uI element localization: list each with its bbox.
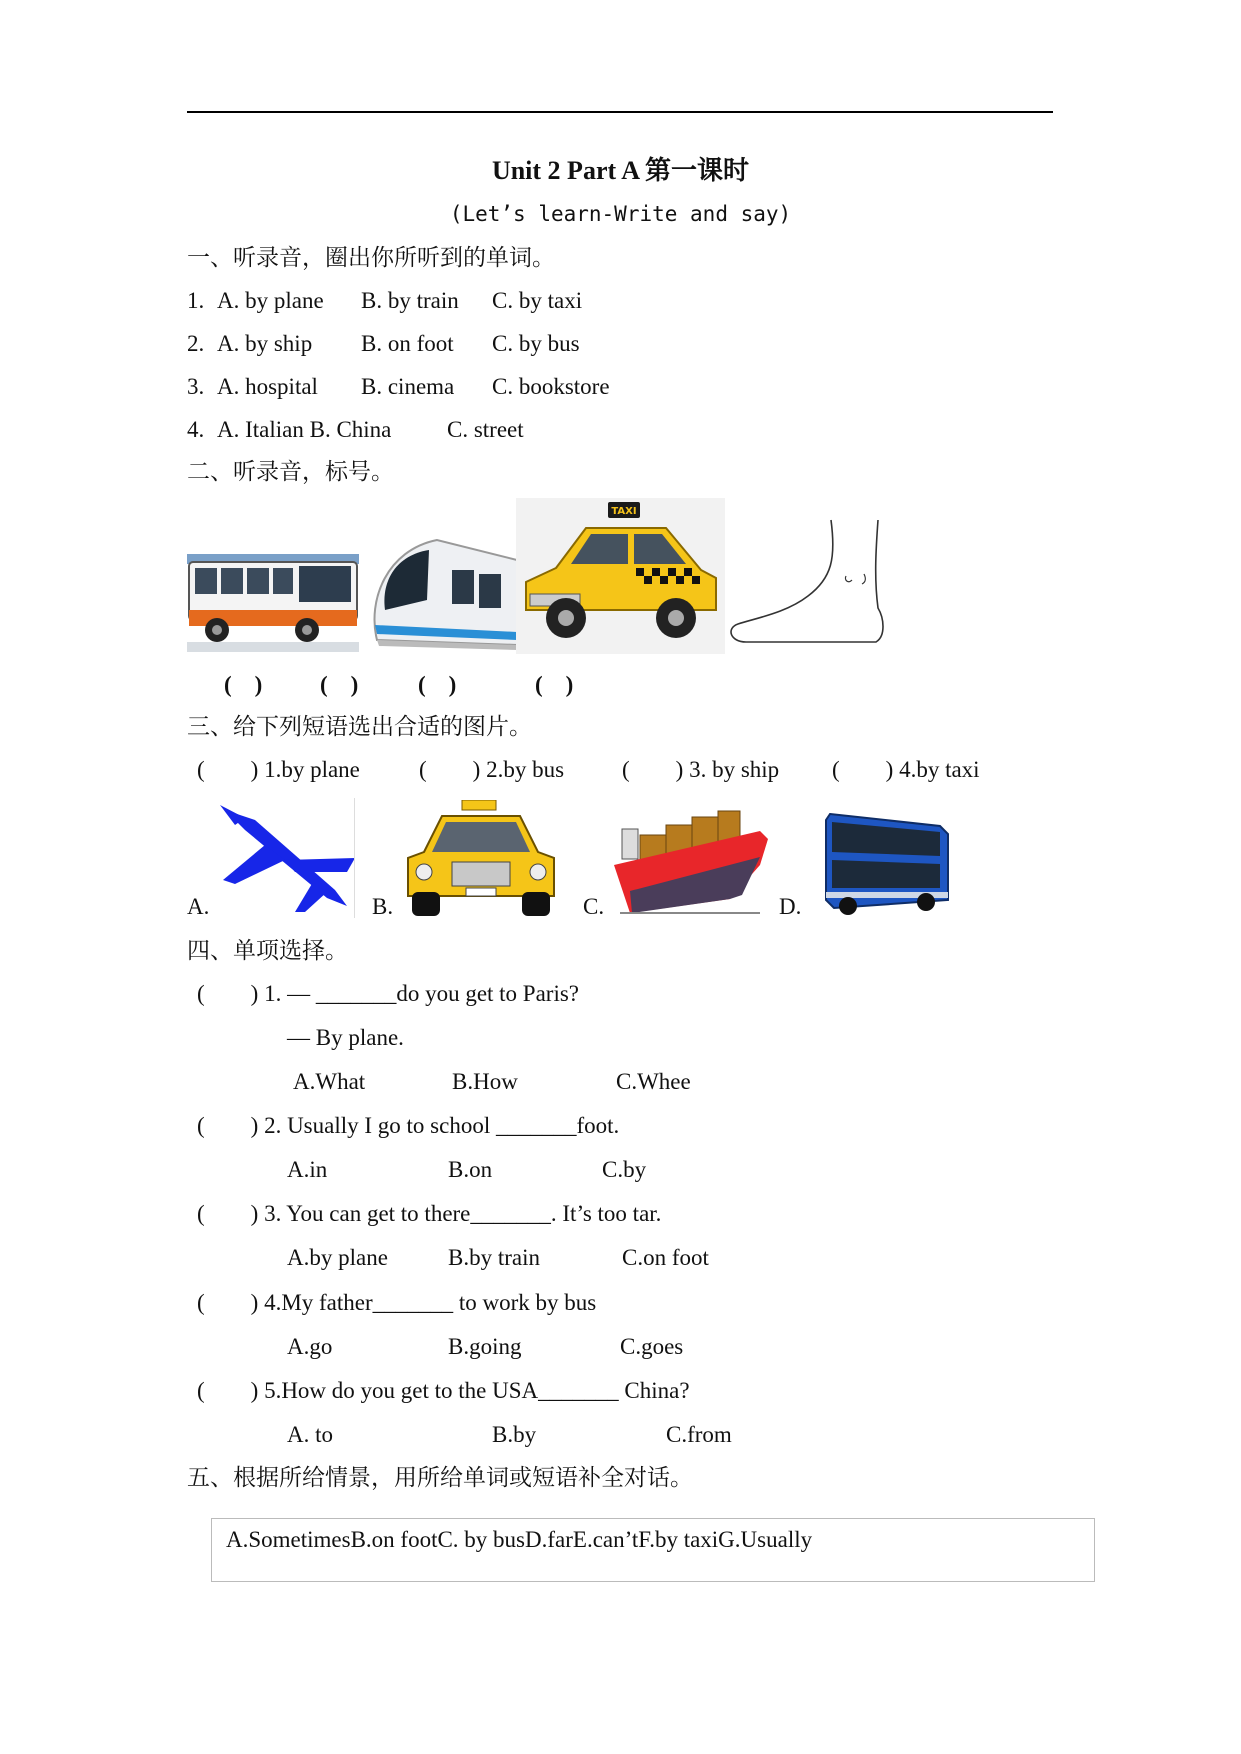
option-a: A. by ship <box>217 331 313 356</box>
item-number: 3. <box>187 374 205 399</box>
option-a: A.go <box>287 1334 333 1359</box>
word-bank-text: A.SometimesB.on footC. by busD.farE.can’tF.by taxiG.Usually <box>226 1527 813 1552</box>
part3-item: ( ) 4.by taxi <box>832 757 980 782</box>
option-c: C.Whee <box>616 1069 691 1094</box>
item-number: 4. <box>187 417 205 442</box>
taxi-image-2 <box>402 800 560 918</box>
option-c: C.goes <box>620 1334 684 1359</box>
ship-image <box>610 795 770 921</box>
option-a: A. to <box>287 1422 333 1447</box>
option-c: C. street <box>447 417 524 442</box>
double-decker-bus-image <box>820 804 952 916</box>
answer-bracket: ( ) <box>224 672 263 697</box>
option-c: C. by taxi <box>492 288 583 313</box>
item-number: 2. <box>187 331 205 356</box>
option-b: B.going <box>448 1334 522 1359</box>
option-b: B.How <box>452 1069 518 1094</box>
option-c: C.from <box>666 1422 732 1447</box>
option-b: B.by train <box>448 1245 540 1270</box>
option-c: C.by <box>602 1157 647 1182</box>
plane-image <box>215 800 355 918</box>
option-a: A. Italian B. China <box>217 417 392 442</box>
option-b: B.by <box>492 1422 537 1447</box>
option-a: A. by plane <box>217 288 324 313</box>
section-5-heading: 五、根据所给情景，用所给单词或短语补全对话。 <box>187 1465 693 1491</box>
question-text: ( ) 1. — _______do you get to Paris? <box>197 981 580 1006</box>
picture-letter: D. <box>779 894 802 919</box>
item-number: 1. <box>187 288 205 313</box>
option-a: A.What <box>293 1069 366 1094</box>
picture-letter: A. <box>187 894 210 919</box>
section-2-heading: 二、听录音，标号。 <box>187 459 394 485</box>
section-4-heading: 四、单项选择。 <box>187 938 348 964</box>
option-b: B. on foot <box>361 331 454 356</box>
part3-item: ( ) 1.by plane <box>197 757 360 782</box>
page-subtitle: (Let’s learn-Write and say) <box>449 202 792 226</box>
train-image <box>367 530 517 652</box>
image-divider <box>354 798 355 918</box>
option-c: C. bookstore <box>492 374 610 399</box>
bus-image <box>187 550 359 652</box>
question-text: ( ) 5.How do you get to the USA_______ China? <box>197 1378 690 1403</box>
option-b: B. by train <box>361 288 459 313</box>
question-text: ( ) 3. You can get to there_______. It’s too tar. <box>197 1201 662 1226</box>
answer-line: — By plane. <box>287 1025 404 1050</box>
option-c: C. by bus <box>492 331 580 356</box>
answer-bracket: ( ) <box>320 672 359 697</box>
section-3-heading: 三、给下列短语选出合适的图片。 <box>187 714 532 740</box>
option-a: A. hospital <box>217 374 318 399</box>
option-b: B. cinema <box>361 374 455 399</box>
foot-image <box>726 518 886 646</box>
section-1-heading: 一、听录音，圈出你所听到的单词。 <box>187 245 555 271</box>
question-text: ( ) 2. Usually I go to school _______foot. <box>197 1113 620 1138</box>
taxi-image <box>516 498 725 654</box>
option-b: B.on <box>448 1157 493 1182</box>
picture-letter: C. <box>583 894 605 919</box>
question-text: ( ) 4.My father_______ to work by bus <box>197 1290 597 1315</box>
word-bank-box <box>211 1518 1095 1582</box>
taxi-sign-text: TAXI <box>611 506 637 517</box>
answer-bracket: ( ) <box>418 672 457 697</box>
option-a: A.by plane <box>287 1245 388 1270</box>
part3-item: ( ) 3. by ship <box>622 757 780 782</box>
option-a: A.in <box>287 1157 328 1182</box>
picture-letter: B. <box>372 894 394 919</box>
header-rule <box>187 111 1053 113</box>
option-c: C.on foot <box>622 1245 709 1270</box>
answer-bracket: ( ) <box>535 672 574 697</box>
part3-item: ( ) 2.by bus <box>419 757 565 782</box>
page-title: Unit 2 Part A 第一课时 <box>491 156 750 185</box>
